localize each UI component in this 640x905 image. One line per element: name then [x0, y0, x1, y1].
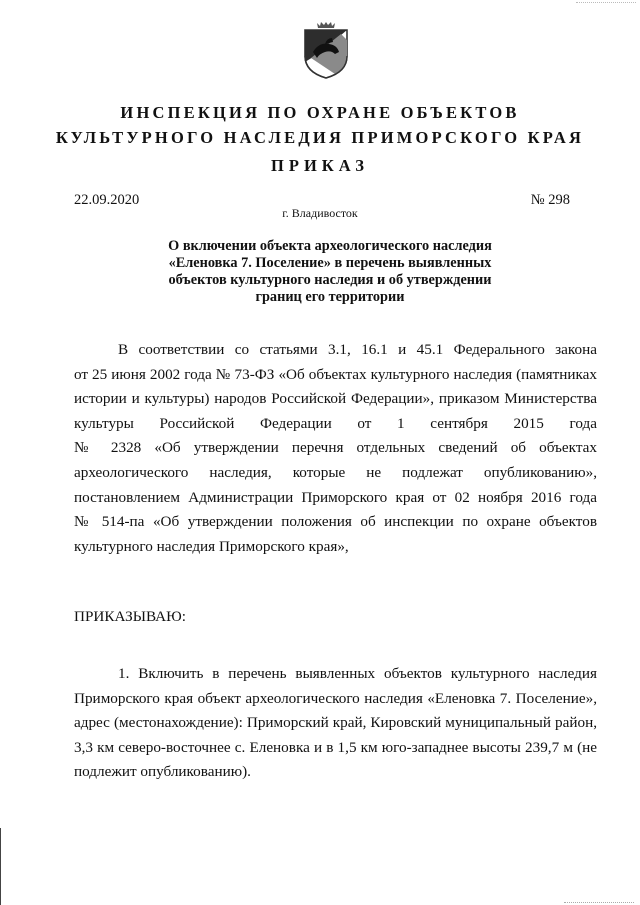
paragraph-line: культуры Российской Федерации от 1 сентября 2015 года: [74, 414, 597, 432]
organization-title-line-2: КУЛЬТУРНОГО НАСЛЕДИЯ ПРИМОРСКОГО КРАЯ: [55, 128, 585, 147]
city-label: г. Владивосток: [282, 206, 358, 220]
paragraph-line: подлежит опубликованию).: [74, 763, 251, 781]
scan-artifact: [564, 901, 634, 903]
order-keyword: ПРИКАЗЫВАЮ:: [74, 608, 186, 625]
primorsky-krai-coat-of-arms-icon: [299, 18, 353, 80]
order-subject: [150, 238, 510, 306]
paragraph-line: № 514-па «Об утверждении положения об инспекции по охране объектов: [74, 513, 597, 531]
paragraph-line: от 25 июня 2002 года № 73-ФЗ «Об объектах культурного наследия (памятниках: [74, 365, 597, 383]
subject-line: «Еленовка 7. Поселение» в перечень выявленных: [168, 255, 492, 271]
paragraph-line: 3,3 км северо-восточнее с. Еленовка и в 1,5 км юго-западнее высоты 239,7 м (не: [74, 738, 597, 756]
organization-title-line-1: ИНСПЕКЦИЯ ПО ОХРАНЕ ОБЪЕКТОВ: [120, 103, 520, 122]
document-type: ПРИКАЗ: [271, 156, 369, 175]
legal-basis-paragraph: [74, 338, 597, 559]
paragraph-line: № 2328 «Об утверждении перечня отдельных сведений об объектах: [74, 439, 597, 457]
subject-line: О включении объекта археологического наследия: [168, 238, 492, 254]
order-number: № 298: [530, 192, 570, 208]
subject-line: границ его территории: [255, 289, 405, 305]
order-item-1: [74, 662, 597, 785]
subject-line: объектов культурного наследия и об утверждении: [168, 272, 492, 288]
scan-artifact: [576, 2, 636, 4]
paragraph-line: В соответствии со статьями 3.1, 16.1 и 45.1 Федерального закона: [118, 341, 597, 358]
paragraph-line: адрес (местонахождение): Приморский край, Кировский муниципальный район,: [74, 714, 597, 732]
paragraph-line: археологического наследия, которые не подлежат опубликованию»,: [74, 463, 597, 481]
order-date: 22.09.2020: [74, 192, 140, 208]
scan-edge-line: [0, 828, 1, 905]
paragraph-line: 1. Включить в перечень выявленных объектов культурного наследия: [118, 665, 597, 682]
paragraph-line: культурного наследия Приморского края»,: [74, 537, 349, 555]
organization-title: [0, 100, 640, 150]
paragraph-line: Приморского края объект археологического наследия «Еленовка 7. Поселение»,: [74, 689, 597, 707]
paragraph-line: постановлением Администрации Приморского края от 02 ноября 2016 года: [74, 488, 597, 506]
paragraph-line: истории и культуры) народов Российской Федерации», приказом Министерства: [74, 390, 597, 408]
